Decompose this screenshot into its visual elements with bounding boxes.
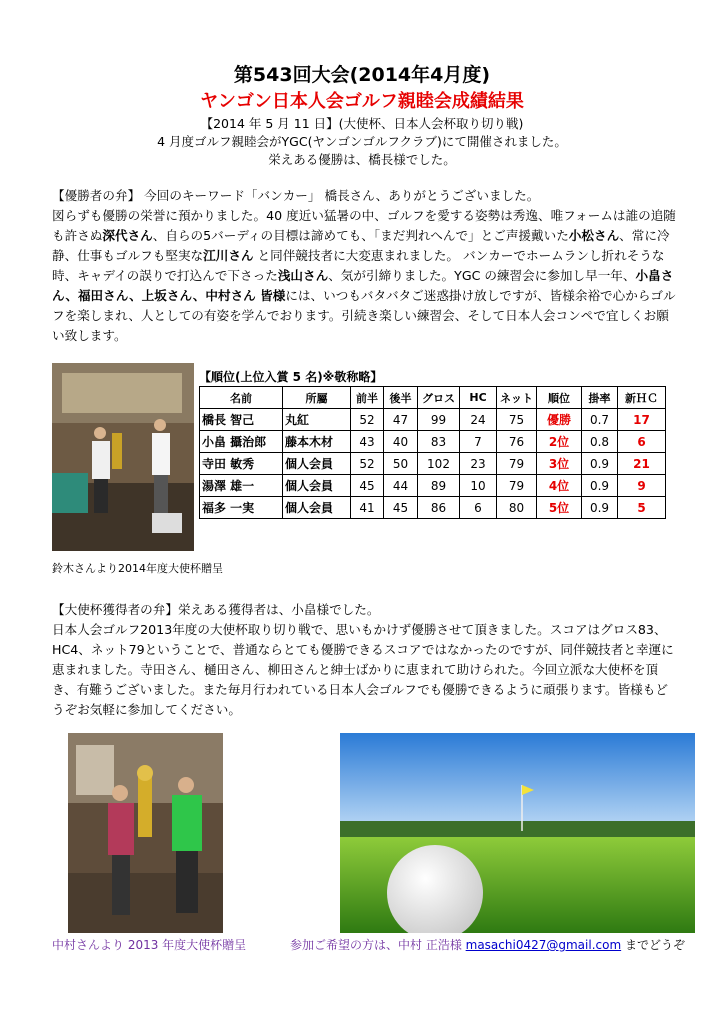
- ranking-header-row: [200, 387, 666, 409]
- col-header: 掛率: [582, 387, 618, 409]
- col-header: ネット: [497, 387, 537, 409]
- col-header: 順位: [537, 387, 582, 409]
- col-header: HC: [460, 387, 497, 409]
- ranking-table: [199, 386, 666, 519]
- winner-speech-heading: 【優勝者の弁】 今回のキーワード「バンカー」 橋長さん、ありがとうございました。: [52, 188, 540, 203]
- cup-speech-heading: 【大使杯獲得者の弁】栄えある獲得者は、小畠様でした。: [52, 602, 380, 617]
- table-row: 福多 一実 個人会員 41 45 86 6 80 5位 0.9 5: [200, 497, 666, 519]
- table-row: 小畠 攝治郎 藤本木材 43 40 83 7 76 2位 0.8 6: [200, 431, 666, 453]
- winner-line: 栄えある優勝は、橋長様でした。: [268, 152, 456, 167]
- contact-line: 参加ご希望の方は、中村 正浩様 masachi0427@gmail.com までどうぞ: [290, 938, 685, 952]
- award-photo-2014: [52, 363, 194, 551]
- award-photo-2014-illustration: [52, 363, 194, 551]
- col-header: 後半: [384, 387, 418, 409]
- award-photo-2013: [68, 733, 223, 933]
- photo1-caption: 鈴木さんより2014年度大使杯贈呈: [52, 562, 223, 575]
- cup-speech: [52, 600, 680, 720]
- event-date-line: 【2014 年 5 月 11 日】(大使杯、日本人会杯取り切り戦): [200, 116, 524, 131]
- photo2-caption: 中村さんより 2013 年度大使杯贈呈: [52, 938, 247, 952]
- ranking-table-wrap: [199, 386, 666, 519]
- award-photo-2013-illustration: [68, 733, 223, 933]
- col-header: 前半: [351, 387, 384, 409]
- contact-email-link[interactable]: masachi0427@gmail.com: [465, 938, 622, 952]
- table-row: 橋長 智己 丸紅 52 47 99 24 75 優勝 0.7 17: [200, 409, 666, 431]
- ranking-title: 【順位(上位入賞 5 名)※敬称略】: [199, 370, 383, 384]
- col-header: グロス: [418, 387, 460, 409]
- table-row: 寺田 敏秀 個人会員 52 50 102 23 79 3位 0.9 21: [200, 453, 666, 475]
- venue-line: 4 月度ゴルフ親睦会がYGC(ヤンゴンゴルフクラブ)にて開催されました。: [157, 134, 567, 149]
- page-subtitle: ヤンゴン日本人会ゴルフ親睦会成績結果: [200, 91, 524, 112]
- golf-ball-illustration: [340, 733, 695, 933]
- col-header: 名前: [200, 387, 283, 409]
- golf-ball-image: [340, 733, 695, 933]
- winner-speech: [52, 186, 680, 346]
- page-title: 第543回大会(2014年4月度): [233, 64, 491, 86]
- cup-speech-body: 日本人会ゴルフ2013年度の大使杯取り切り戦で、思いもかけず優勝させて頂きました。スコアはグロス83、HC4、ネット79ということで、普通ならとても優勝できるスコアではなかったのですが、同伴競技者と幸運に恵まれました。寺田さん、樋田さん、柳田さんと紳士ばかりに恵まれて助けられた。今回立派な大使杯を頂き、有難うございました。また毎月行われている日本人会ゴルフでも優勝できるように頑張ります。皆様もどうぞお気軽に参加してください。: [52, 622, 674, 717]
- winner-speech-body: 図らずも優勝の栄誉に預かりました。40 度近い猛暑の中、ゴルフを愛する姿勢は秀逸、唯フォームは誰の追随も許さぬ深代さん、自らの5バーディの目標は諦めても、「まだ判れへんで」とご声援戴いた小松さん、常に冷静、仕事もゴルフも堅実な江川さん と同伴競技者に大変恵まれました。 バンカーでホームランし折れそうな時、キャデイの誤りで打込んで下さった浅山さん、気が引締りました。YGC の練習会に参加し早一年、小畠さん、福田さん、上坂さん、中村さん 皆様には、いつもバタバタご迷惑掛け放しですが、皆様余裕で心からゴルフを楽しまれ、人としての有姿を学んでおります。引続き楽しい練習会、そして日本人会コンペで宜しくお願い致します。: [52, 208, 676, 343]
- col-header: 所屬: [283, 387, 351, 409]
- table-row: 湯澤 雄一 個人会員 45 44 89 10 79 4位 0.9 9: [200, 475, 666, 497]
- col-header: 新ＨＣ: [618, 387, 666, 409]
